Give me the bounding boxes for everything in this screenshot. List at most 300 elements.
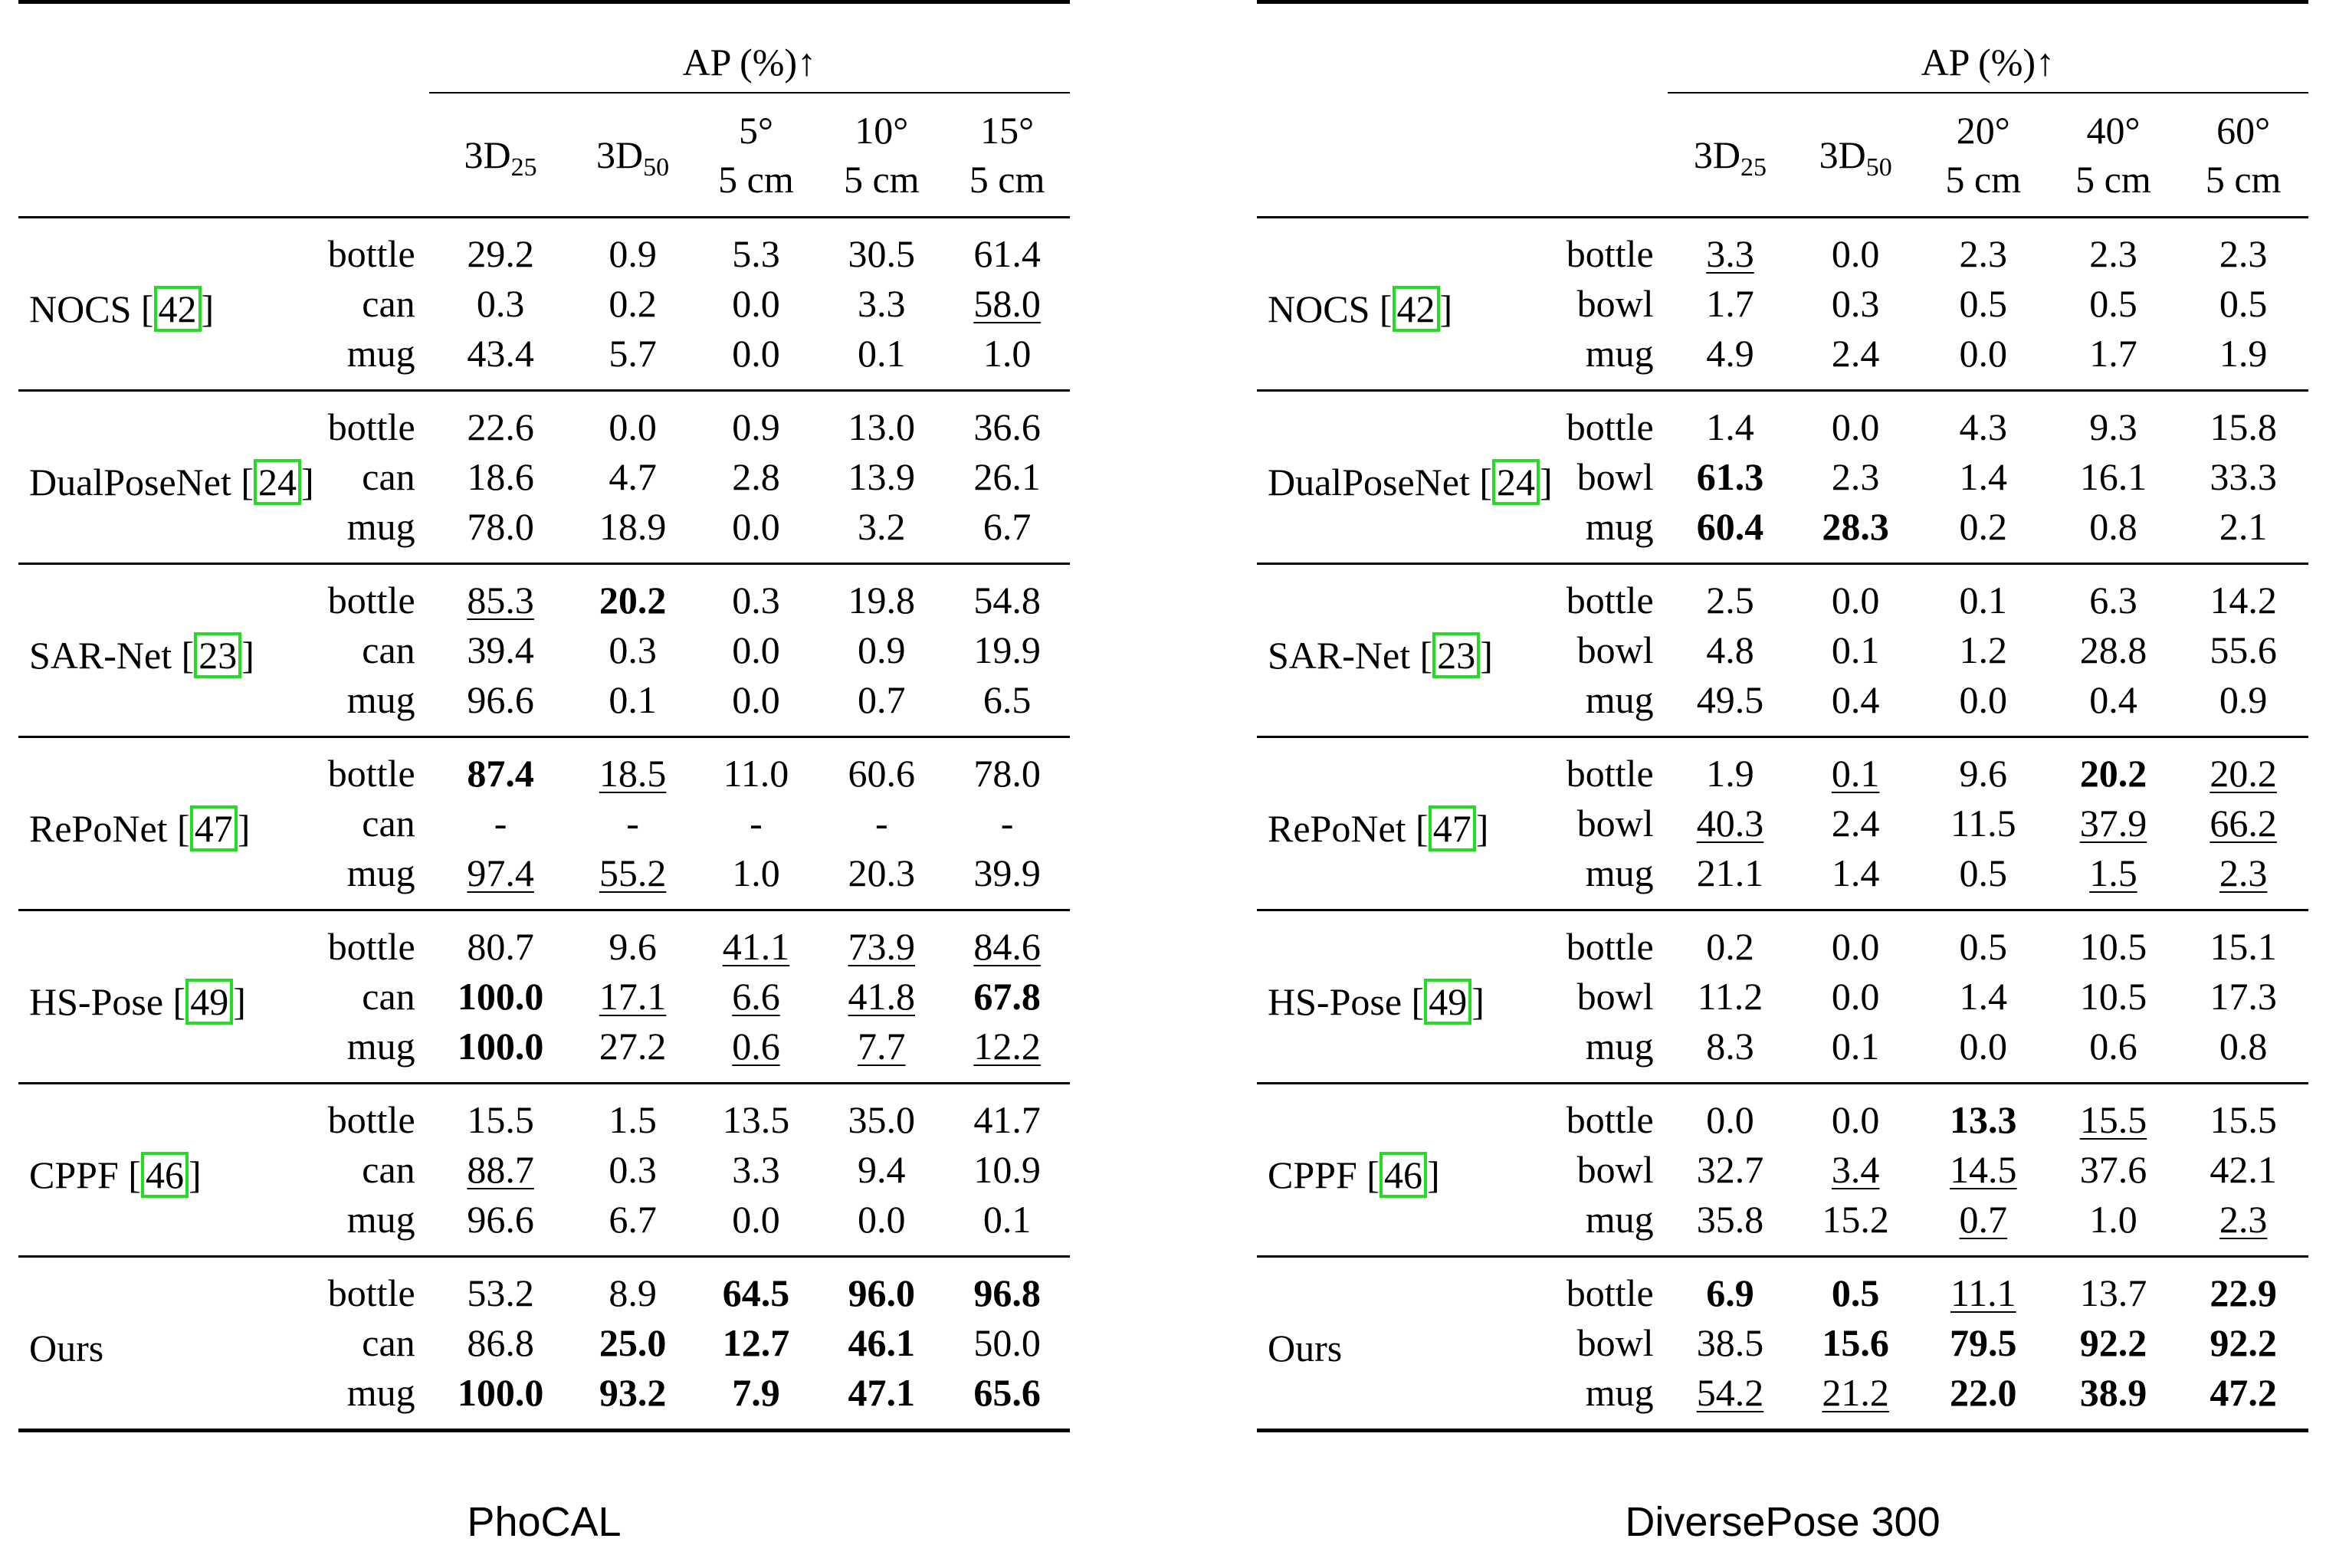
value-cell	[1918, 625, 2049, 675]
value: 0.5	[2219, 282, 2268, 325]
value: -	[494, 802, 507, 845]
value-cell	[1668, 1257, 1793, 1319]
value: 0.7	[1959, 1198, 2008, 1241]
value-cell	[1918, 279, 2049, 329]
value: 15.5	[467, 1098, 534, 1141]
column-header-main: 3D	[464, 133, 511, 176]
value: 0.1	[1959, 579, 2008, 622]
value-cell	[2049, 218, 2179, 280]
value: 2.3	[2219, 232, 2268, 275]
value-cell	[429, 737, 572, 799]
value-cell	[694, 1022, 819, 1084]
value-cell	[694, 799, 819, 848]
value-cell	[1668, 675, 1793, 737]
method-name	[18, 218, 314, 391]
value-cell	[1668, 1318, 1793, 1368]
value-cell	[572, 1195, 694, 1257]
class-label: bottle	[1553, 391, 1668, 453]
citation-bracket: ]	[1426, 1153, 1440, 1196]
value-cell	[572, 799, 694, 848]
class-label: mug	[1585, 1198, 1654, 1241]
method-name	[1257, 737, 1553, 910]
table-row	[18, 218, 1070, 280]
value-cell	[572, 564, 694, 626]
value: 2.3	[1959, 232, 2008, 275]
value-cell	[572, 452, 694, 502]
value-cell	[1668, 848, 1793, 910]
value-cell	[819, 625, 944, 675]
value: 10.5	[2079, 975, 2147, 1018]
value: 3.4	[1831, 1148, 1880, 1191]
value: 22.6	[467, 405, 534, 448]
value-cell	[1793, 218, 1918, 280]
value-cell	[1793, 564, 1918, 626]
column-header	[819, 93, 944, 218]
value: 100.0	[457, 1371, 544, 1414]
value-cell	[694, 1145, 819, 1195]
class-label: mug	[346, 1371, 415, 1414]
method-name	[18, 1257, 314, 1431]
value-cell	[1668, 564, 1793, 626]
value: 18.9	[599, 505, 667, 548]
class-label: mug	[346, 678, 415, 721]
method-name	[1257, 564, 1553, 737]
value-cell	[1918, 564, 2049, 626]
value: 60.6	[848, 752, 916, 795]
value: 9.4	[858, 1148, 906, 1191]
value-cell	[572, 391, 694, 453]
value: 0.0	[1831, 579, 1880, 622]
value: 0.1	[858, 332, 906, 375]
value-cell	[572, 279, 694, 329]
value-cell	[944, 625, 1070, 675]
value: 86.8	[467, 1321, 534, 1364]
value: 47.2	[2210, 1371, 2277, 1414]
value-cell	[1918, 452, 2049, 502]
value: 36.6	[973, 405, 1041, 448]
value-cell	[1918, 1318, 2049, 1368]
value: 0.2	[609, 282, 657, 325]
value-cell	[429, 1022, 572, 1084]
method-label: DualPoseNet [	[1268, 461, 1492, 504]
value-cell	[2049, 502, 2179, 564]
value-cell	[694, 1318, 819, 1368]
value-cell	[1668, 1022, 1793, 1084]
value-cell	[2049, 1318, 2179, 1368]
citation-bracket: ]	[1439, 287, 1453, 330]
value: 8.9	[609, 1271, 657, 1314]
value: 0.4	[2089, 678, 2137, 721]
value: -	[1000, 802, 1014, 845]
value: 0.0	[1959, 1025, 2008, 1068]
value: 42.1	[2210, 1148, 2277, 1191]
value: 9.3	[2089, 405, 2137, 448]
value: 41.7	[973, 1098, 1041, 1141]
value: 0.0	[609, 405, 657, 448]
header-spacer-class	[314, 93, 429, 218]
value-cell	[2049, 391, 2179, 453]
value: 12.7	[722, 1321, 790, 1364]
value-cell	[2049, 910, 2179, 973]
value: 0.9	[858, 628, 906, 671]
value: -	[626, 802, 639, 845]
value-cell	[944, 502, 1070, 564]
value: 13.0	[848, 405, 916, 448]
value: -	[750, 802, 763, 845]
value: 1.9	[1706, 752, 1754, 795]
value: 0.5	[1831, 1271, 1880, 1314]
value: 79.5	[1950, 1321, 2017, 1364]
value-cell	[1918, 848, 2049, 910]
value-cell	[2049, 972, 2179, 1022]
value: 19.9	[973, 628, 1041, 671]
column-header	[2178, 93, 2308, 218]
value: 97.4	[467, 851, 534, 894]
value-cell	[2178, 1257, 2308, 1319]
value: 88.7	[467, 1148, 534, 1191]
value-cell	[1918, 675, 2049, 737]
value-cell	[1918, 1257, 2049, 1319]
value: 0.3	[609, 1148, 657, 1191]
value: 1.0	[983, 332, 1032, 375]
value-cell	[2049, 1257, 2179, 1319]
value-cell	[819, 1368, 944, 1431]
value: 58.0	[973, 282, 1041, 325]
value: 96.0	[848, 1271, 916, 1314]
class-label: mug	[1585, 505, 1654, 548]
column-header-angle: 10°	[855, 109, 909, 152]
value: 18.6	[467, 455, 534, 498]
value: 0.2	[1706, 925, 1754, 968]
value-cell	[1668, 1195, 1793, 1257]
value-cell	[429, 1084, 572, 1146]
method-label: HS-Pose [	[1268, 980, 1425, 1023]
value-cell	[694, 452, 819, 502]
value: 0.5	[2089, 282, 2137, 325]
column-header	[1793, 93, 1918, 218]
value: 96.6	[467, 678, 534, 721]
value: 1.5	[2089, 851, 2137, 894]
value: 6.3	[2089, 579, 2137, 622]
value-cell	[429, 329, 572, 391]
value: 0.0	[1831, 1098, 1880, 1141]
value-cell	[429, 1318, 572, 1368]
value: 60.4	[1696, 505, 1764, 548]
value: 0.6	[732, 1025, 780, 1068]
class-label: mug	[1585, 1371, 1654, 1414]
value-cell	[694, 737, 819, 799]
value: 22.9	[2210, 1271, 2277, 1314]
column-header	[429, 93, 572, 218]
value-cell	[2049, 452, 2179, 502]
value-cell	[1793, 799, 1918, 848]
value-cell	[2178, 625, 2308, 675]
header-spacer-method	[18, 93, 314, 218]
value-cell	[2178, 502, 2308, 564]
value: 13.7	[2079, 1271, 2147, 1314]
value: 41.1	[722, 925, 790, 968]
table-row	[1257, 218, 2308, 280]
value: 19.8	[848, 579, 916, 622]
value: 21.2	[1822, 1371, 1889, 1414]
class-label: bowl	[1576, 1321, 1654, 1364]
phocal-table-body	[18, 218, 1070, 1431]
value-cell	[694, 218, 819, 280]
value: 67.8	[973, 975, 1041, 1018]
value-cell	[429, 1257, 572, 1319]
value: 5.3	[732, 232, 780, 275]
phocal-table-panel	[18, 0, 1070, 1545]
class-label: can	[362, 802, 415, 845]
value-cell	[2049, 1084, 2179, 1146]
value-cell	[1918, 391, 2049, 453]
value-cell	[1668, 391, 1793, 453]
value: 27.2	[599, 1025, 667, 1068]
class-label: mug	[346, 332, 415, 375]
value-cell	[2178, 910, 2308, 973]
value: 4.9	[1706, 332, 1754, 375]
class-label: can	[362, 1148, 415, 1191]
value: 4.7	[609, 455, 657, 498]
citation-link: 23	[194, 632, 241, 678]
method-label: HS-Pose [	[29, 980, 186, 1023]
value-cell	[2049, 737, 2179, 799]
class-label: bottle	[314, 1257, 429, 1319]
table-row	[1257, 910, 2308, 973]
method-label: Ours	[1268, 1327, 1343, 1370]
value: 17.1	[599, 975, 667, 1018]
value: 46.1	[848, 1321, 916, 1364]
value-cell	[572, 737, 694, 799]
value-cell	[1918, 737, 2049, 799]
column-header-angle: 40°	[2086, 109, 2141, 152]
citation-bracket: ]	[1540, 461, 1553, 504]
column-header-distance: 5 cm	[969, 158, 1045, 201]
diversepose-results-table	[1257, 0, 2308, 1432]
method-name	[1257, 1084, 1553, 1257]
value: 33.3	[2210, 455, 2277, 498]
table-row	[1257, 737, 2308, 799]
value: 0.9	[2219, 678, 2268, 721]
value-cell	[1668, 1145, 1793, 1195]
value-cell	[572, 1145, 694, 1195]
value: 2.8	[732, 455, 780, 498]
header-row-metric	[18, 2, 1070, 93]
value: 1.9	[2219, 332, 2268, 375]
value: 21.1	[1696, 851, 1764, 894]
value-cell	[819, 799, 944, 848]
class-label: bottle	[314, 218, 429, 280]
value-cell	[572, 329, 694, 391]
value-cell	[1918, 1022, 2049, 1084]
value-cell	[2049, 564, 2179, 626]
value-cell	[1668, 1368, 1793, 1431]
class-label: can	[362, 975, 415, 1018]
diversepose-table-body	[1257, 218, 2308, 1431]
value: 61.3	[1696, 455, 1764, 498]
value-cell	[819, 1084, 944, 1146]
method-label: SAR-Net [	[29, 634, 195, 677]
value: 15.1	[2210, 925, 2277, 968]
value: 2.3	[1831, 455, 1880, 498]
class-label: mug	[1585, 678, 1654, 721]
phocal-results-table	[18, 0, 1070, 1432]
value-cell	[1793, 329, 1918, 391]
value: 96.8	[973, 1271, 1041, 1314]
value-cell	[2178, 1022, 2308, 1084]
value: 6.9	[1706, 1271, 1754, 1314]
class-label: bowl	[1576, 455, 1654, 498]
value: 0.0	[1706, 1098, 1754, 1141]
value-cell	[694, 329, 819, 391]
value: 26.1	[973, 455, 1041, 498]
value: 20.2	[2210, 752, 2277, 795]
value-cell	[2178, 972, 2308, 1022]
value: 35.8	[1696, 1198, 1764, 1241]
column-header-main: 3D	[1819, 133, 1866, 176]
value-cell	[944, 391, 1070, 453]
value-cell	[2049, 625, 2179, 675]
value: 38.5	[1696, 1321, 1764, 1364]
method-label: RePoNet [	[29, 807, 190, 850]
value: 29.2	[467, 232, 534, 275]
value-cell	[572, 625, 694, 675]
value-cell	[572, 1368, 694, 1431]
value: 11.1	[1950, 1271, 2016, 1314]
class-label: bottle	[1553, 737, 1668, 799]
column-header-subscript: 25	[1740, 153, 1767, 182]
value-cell	[944, 848, 1070, 910]
value-cell	[2178, 1195, 2308, 1257]
citation-link: 23	[1432, 632, 1480, 678]
value-cell	[2178, 452, 2308, 502]
value-cell	[819, 1257, 944, 1319]
value-cell	[1793, 1145, 1918, 1195]
value-cell	[944, 910, 1070, 973]
value-cell	[1793, 1022, 1918, 1084]
value-cell	[1668, 972, 1793, 1022]
table-row	[1257, 391, 2308, 453]
value-cell	[572, 972, 694, 1022]
value-cell	[1793, 502, 1918, 564]
value-cell	[429, 502, 572, 564]
value-cell	[1793, 1084, 1918, 1146]
value: 0.0	[1831, 975, 1880, 1018]
value-cell	[1793, 1195, 1918, 1257]
value: 6.7	[609, 1198, 657, 1241]
value-cell	[944, 218, 1070, 280]
citation-bracket: ]	[241, 634, 254, 677]
value-cell	[1793, 910, 1918, 973]
class-label: bottle	[314, 737, 429, 799]
value: 5.7	[609, 332, 657, 375]
table-row	[18, 391, 1070, 453]
value-cell	[2178, 391, 2308, 453]
value-cell	[1793, 279, 1918, 329]
value: 0.0	[732, 332, 780, 375]
value: 13.5	[722, 1098, 790, 1141]
value: 0.0	[1831, 405, 1880, 448]
value: 15.6	[1822, 1321, 1889, 1364]
method-label: DualPoseNet [	[29, 461, 254, 504]
value-cell	[1668, 799, 1793, 848]
method-name	[18, 391, 314, 564]
value: 13.3	[1950, 1098, 2017, 1141]
citation-link: 49	[185, 979, 233, 1025]
value-cell	[1668, 910, 1793, 973]
value: 17.3	[2210, 975, 2277, 1018]
value: 64.5	[722, 1271, 790, 1314]
citation-bracket: ]	[301, 461, 314, 504]
value: 54.8	[973, 579, 1041, 622]
value-cell	[944, 279, 1070, 329]
column-header-distance: 5 cm	[1945, 158, 2022, 201]
value: 0.3	[609, 628, 657, 671]
table-row	[1257, 564, 2308, 626]
value: 0.8	[2089, 505, 2137, 548]
value-cell	[2049, 848, 2179, 910]
column-header-distance: 5 cm	[2075, 158, 2151, 201]
method-name	[18, 1084, 314, 1257]
value-cell	[2049, 675, 2179, 737]
class-label: bottle	[1553, 218, 1668, 280]
value-cell	[429, 1145, 572, 1195]
value-cell	[1918, 218, 2049, 280]
value-cell	[819, 564, 944, 626]
citation-link: 46	[141, 1152, 189, 1198]
citation-bracket: ]	[1480, 634, 1493, 677]
value-cell	[572, 1022, 694, 1084]
value: 7.7	[858, 1025, 906, 1068]
value-cell	[694, 1195, 819, 1257]
value: 0.9	[732, 405, 780, 448]
value: 0.0	[732, 282, 780, 325]
value: 0.5	[1959, 925, 2008, 968]
citation-link: 24	[254, 459, 301, 505]
value-cell	[429, 1195, 572, 1257]
table-row	[1257, 1084, 2308, 1146]
value: 16.1	[2079, 455, 2147, 498]
value-cell	[572, 848, 694, 910]
value: 11.5	[1950, 802, 2016, 845]
value-cell	[1793, 625, 1918, 675]
value: 85.3	[467, 579, 534, 622]
value: 0.9	[609, 232, 657, 275]
citation-link: 47	[1429, 805, 1476, 851]
value-cell	[572, 910, 694, 973]
value: 1.2	[1959, 628, 2008, 671]
value-cell	[2178, 218, 2308, 280]
column-header-subscript: 25	[510, 153, 537, 182]
value: 0.8	[2219, 1025, 2268, 1068]
phocal-caption: PhoCAL	[467, 1499, 622, 1545]
column-header	[1668, 93, 1793, 218]
value: 55.6	[2210, 628, 2277, 671]
value: 0.1	[1831, 1025, 1880, 1068]
citation-link: 24	[1492, 459, 1540, 505]
class-label: mug	[1585, 851, 1654, 894]
citation-bracket: ]	[233, 980, 246, 1023]
table-row	[18, 1084, 1070, 1146]
value: 14.2	[2210, 579, 2277, 622]
value-cell	[819, 329, 944, 391]
value: 0.0	[732, 628, 780, 671]
citation-link: 46	[1380, 1152, 1427, 1198]
value-cell	[694, 391, 819, 453]
value: 87.4	[467, 752, 534, 795]
value: 0.2	[1959, 505, 2008, 548]
value-cell	[944, 737, 1070, 799]
